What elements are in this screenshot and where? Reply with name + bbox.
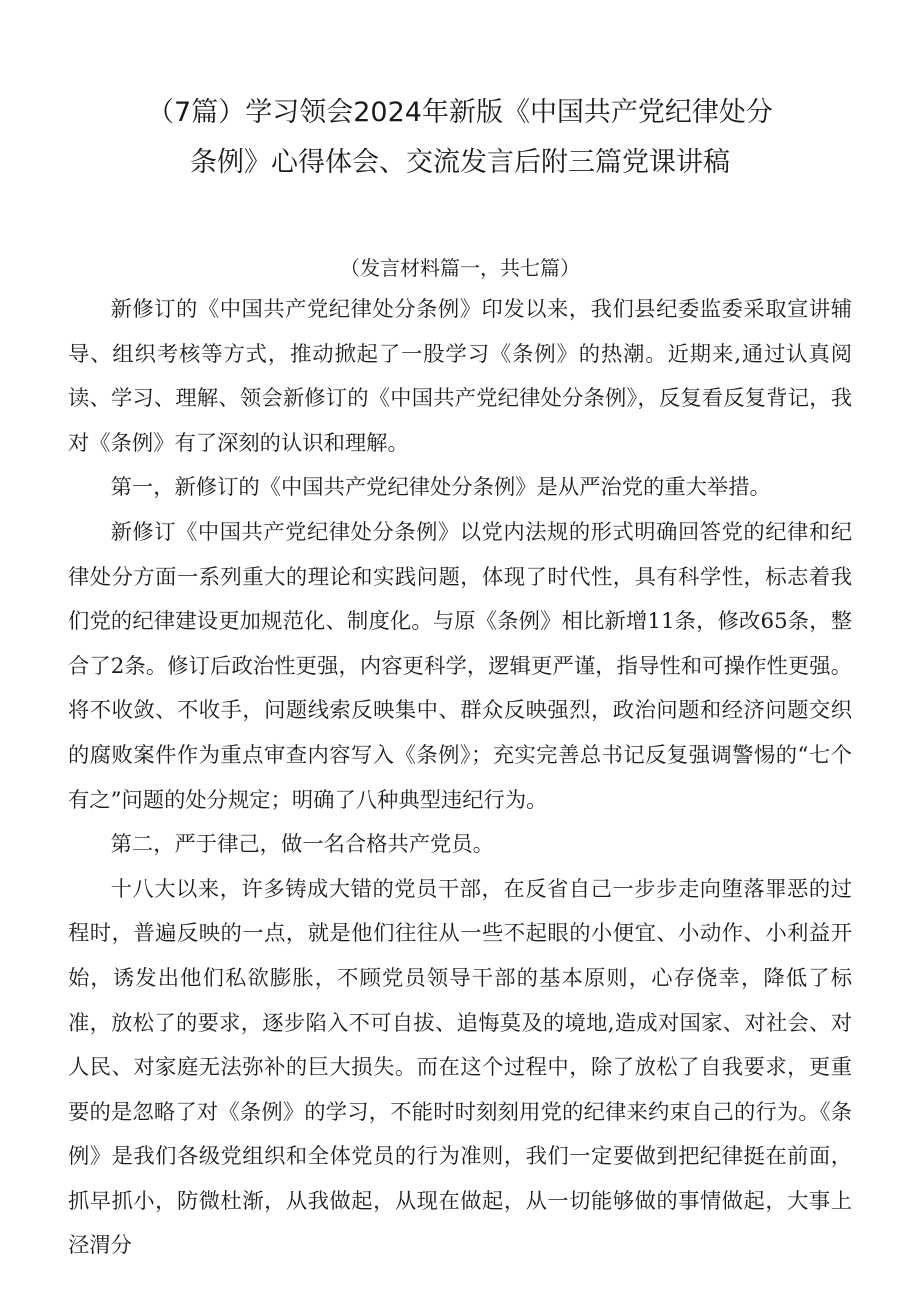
title-line-2: 条例》心得体会、交流发言后附三篇党课讲稿 [190, 147, 730, 178]
paragraph: 第一，新修订的《中国共产党纪律处分条例》是从严治党的重大举措。 [110, 475, 771, 501]
paragraph: 第二，严于律己，做一名合格共产党员。 [110, 832, 494, 858]
document-title [68, 88, 852, 188]
document-subtitle: （发言材料篇一，共七篇） [340, 256, 580, 280]
title-line-1: （7篇）学习领会2024年新版《中国共产党纪律处分 [147, 97, 773, 128]
document-body [68, 288, 852, 1269]
paragraph: 新修订《中国共产党纪律处分条例》以党内法规的形式明确回答党的纪律和纪律处分方面一系列重大的理论和实践问题，体现了时代性，具有科学性，标志着我们党的纪律建设更加规范化、制度化。与原《条例》相比新增11条，修改65条，整合了2条。修订后政治性更强，内容更科学，逻辑更严谨，指导性和可操作性更强。将不收敛、不收手，问题线索反映集中、群众反映强烈，政治问题和经济问题交织的腐败案件作为重点审查内容写入《条例》；充实完善总书记反复强调警惕的“七个有之”问题的处分规定；明确了八种典型违纪行为。 [68, 519, 852, 813]
paragraph: 十八大以来，许多铸成大错的党员干部，在反省自己一步步走向堕落罪恶的过程时，普遍反映的一点，就是他们往往从一些不起眼的小便宜、小动作、小利益开始，诱发出他们私欲膨胀，不顾党员领导干部的基本原则，心存侥幸，降低了标准，放松了的要求，逐步陷入不可自拔、追悔莫及的境地,造成对国家、对社会、对人民、对家庭无法弥补的巨大损失。而在这个过程中，除了放松了自我要求，更重要的是忽略了对《条例》的学习，不能时时刻刻用党的纪律来约束自己的行为。《条例》是我们各级党组织和全体党员的行为准则，我们一定要做到把纪律挺在前面，抓早抓小，防微杜渐，从我做起，从现在做起，从一切能够做的事情做起，大事上泾渭分 [68, 876, 852, 1259]
paragraph: 新修订的《中国共产党纪律处分条例》印发以来，我们县纪委监委采取宣讲辅导、组织考核等方式，推动掀起了一股学习《条例》的热潮。近期来,通过认真阅读、学习、理解、领会新修订的《中国共产党纪律处分条例》，反复看反复背记，我对《条例》有了深刻的认识和理解。 [68, 297, 852, 456]
